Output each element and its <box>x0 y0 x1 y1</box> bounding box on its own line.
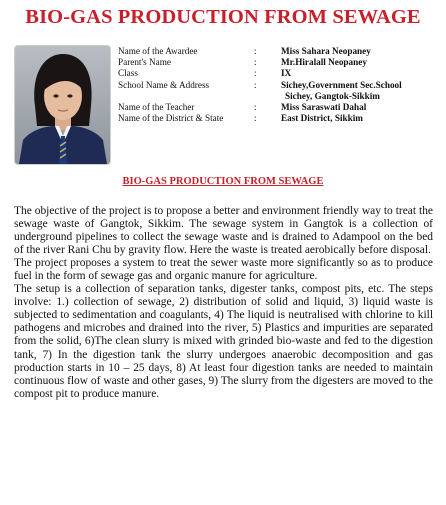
info-value: Sichey, Gangtok-Sikkim <box>285 90 380 101</box>
info-label: Name of the District & State <box>118 113 224 124</box>
section-title: BIO-GAS PRODUCTION FROM SEWAGE <box>122 176 324 187</box>
info-value: East District, Sikkim <box>281 113 363 124</box>
info-colon: : <box>254 113 257 124</box>
info-colon: : <box>254 79 257 90</box>
info-value: IX <box>281 68 292 79</box>
article-body <box>14 205 433 401</box>
info-row-parent <box>118 57 444 68</box>
portrait-image <box>15 46 110 164</box>
info-row-awardee <box>118 46 444 57</box>
info-label: Parent's Name <box>118 57 171 68</box>
awardee-photo <box>14 45 111 165</box>
info-row-school <box>118 80 444 91</box>
info-value: Miss Saraswati Dahal <box>281 101 367 112</box>
info-row-class <box>118 68 444 79</box>
info-row-district <box>118 113 444 124</box>
info-value: Miss Sahara Neopaney <box>281 46 371 56</box>
body-paragraph: The project proposes a system to treat the sewer waste more significantly so as to produce fuel in the form of sewage gas and organic manure for agriculture. <box>14 257 433 283</box>
info-label: Class <box>118 68 138 79</box>
info-colon: : <box>254 101 257 112</box>
info-colon: : <box>254 57 257 68</box>
info-label: Name of the Teacher <box>118 101 195 112</box>
info-label: Name of the Awardee <box>118 46 198 56</box>
info-value: Mr.Hiralall Neopaney <box>281 57 367 68</box>
info-row-teacher <box>118 102 444 113</box>
info-colon: : <box>254 68 257 79</box>
page-title: BIO-GAS PRODUCTION FROM SEWAGE <box>25 6 421 28</box>
info-label: School Name & Address <box>118 79 210 90</box>
body-paragraph: The objective of the project is to propose a better and environment friendly way to treat the sewage waste of Gangtok, Sikkim. The sewage system in Gangtok is a collection of underground pipelines to collect the sewage waste and is drained to Adampool on the bed of the river Rani Chu by gravity flow. Here the waste is treated aerobically before disposal. <box>14 205 433 257</box>
awardee-info-table <box>118 46 444 124</box>
info-row-school-cont <box>118 91 444 102</box>
info-value: Sichey,Government Sec.School <box>281 79 402 90</box>
info-colon: : <box>254 46 257 56</box>
body-paragraph: The setup is a collection of separation tanks, digester tanks, compost pits, etc. The steps involve: 1.) collection of sewage, 2) distribution of solid and liquid, 3) liquid waste is subjected to sedimentation and coagulants, 4) The liquid is neutralised with chlorine to kill pathogens and microbes and drained into the river, 5) Plastics and impurities are separated from the solid, 6)The clean slurry is mixed with grinded bio-waste and fed to the digestion tank, 7) In the digestion tank the slurry undergoes anaerobic decomposition and gas production starts in 10 – 25 days, 8) At least four digestion tanks are needed to maintain continuous flow of waste and other gases, 9) The slurry from the digesters are moved to the compost pit to produce manure. <box>14 283 433 400</box>
